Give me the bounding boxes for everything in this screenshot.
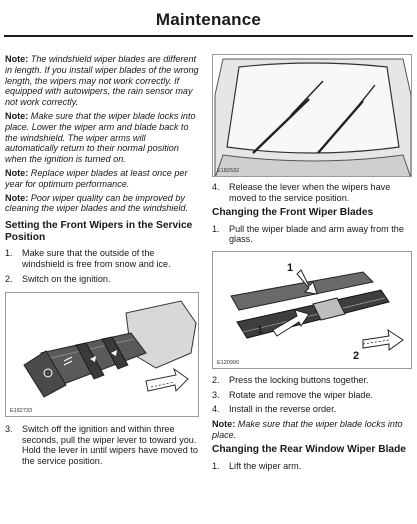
list-item xyxy=(212,404,412,415)
callout-label-2: 2 xyxy=(353,349,360,362)
callout-label-1-bottom: 1 xyxy=(257,323,264,336)
note-label: Note: xyxy=(5,192,29,203)
note-wiper-length xyxy=(5,54,199,108)
rear-blade-steps xyxy=(212,461,412,472)
blade-removal-illustration xyxy=(213,252,412,369)
step-number: 4. xyxy=(212,182,220,192)
left-column xyxy=(5,54,199,471)
list-item xyxy=(212,390,412,401)
list-item xyxy=(212,461,412,472)
step-text: Release the lever when the wipers have moved to the service position. xyxy=(229,182,391,203)
right-column xyxy=(212,54,412,476)
section-title-rear-wiper-blade: Changing the Rear Window Wiper Blade xyxy=(212,444,406,456)
figure-code: E182532 xyxy=(217,168,240,174)
list-item xyxy=(212,375,412,386)
figure-windshield-wipers xyxy=(212,54,412,177)
step-text: Pull the wiper blade and arm away from the glass. xyxy=(229,223,404,245)
step-number: 3. xyxy=(212,389,220,400)
release-lever-step xyxy=(212,182,412,203)
list-item xyxy=(212,224,412,245)
step-number: 1. xyxy=(212,460,220,471)
page-title: Maintenance xyxy=(155,10,262,29)
service-position-steps xyxy=(5,248,199,284)
figure-code: E182733 xyxy=(10,408,33,415)
step-text: Lift the wiper arm. xyxy=(229,460,302,471)
list-item xyxy=(5,274,199,285)
note-blade-locks xyxy=(212,419,412,441)
step-number: 2. xyxy=(5,273,13,284)
step-text: Press the locking buttons together. xyxy=(229,374,369,385)
note-label: Note: xyxy=(212,418,236,429)
note-text: Make sure that the wiper blade locks into place. xyxy=(212,418,403,440)
step-number: 2. xyxy=(212,374,220,385)
step-number: 1. xyxy=(212,223,220,234)
note-text: Poor wiper quality can be improved by cleaning the wiper blades and the windshield. xyxy=(5,192,189,214)
step-text: Make sure that the outside of the windshield is free from snow and ice. xyxy=(22,248,171,269)
step-number: 4. xyxy=(212,404,220,415)
list-item xyxy=(212,182,412,203)
step-text: Switch on the ignition. xyxy=(22,273,111,284)
step-text: Rotate and remove the wiper blade. xyxy=(229,389,374,400)
step-text: Install in the reverse order. xyxy=(229,404,337,415)
note-label: Note: xyxy=(5,54,29,64)
note-text: Make sure that the wiper blade locks into place. Lower the wiper arm and blade back to the windshield. The wiper arms will automatically return to their normal position when the ignition is turned on. xyxy=(5,110,196,165)
list-item xyxy=(5,424,199,466)
figure-code: E120990 xyxy=(217,359,240,366)
note-text: Replace wiper blades at least once per year for optimum performance. xyxy=(5,167,188,189)
step-text: Switch off the ignition and within three seconds, pull the wiper lever to toward you. Hold the lever in until wipers have moved to the service position. xyxy=(22,424,198,466)
header-divider xyxy=(4,35,413,37)
note-label: Note: xyxy=(5,110,29,121)
list-item xyxy=(5,248,199,269)
callout-label-1-top: 1 xyxy=(287,261,294,274)
note-poor-quality xyxy=(5,193,199,215)
wiper-lever-illustration xyxy=(6,293,199,417)
page-header xyxy=(0,6,417,36)
service-position-steps-continued xyxy=(5,424,199,466)
step-number: 3. xyxy=(5,424,13,435)
note-label: Note: xyxy=(5,167,29,178)
figure-wiper-blade-removal xyxy=(212,251,412,369)
section-title-service-position: Setting the Front Wipers in the Service Position xyxy=(5,220,193,243)
step-number: 1. xyxy=(5,248,13,259)
windshield-illustration xyxy=(213,55,412,177)
section-title-front-wiper-blades: Changing the Front Wiper Blades xyxy=(212,207,374,219)
front-blade-steps-continued xyxy=(212,375,412,415)
note-replace-yearly xyxy=(5,168,199,190)
note-wiper-lock xyxy=(5,111,199,165)
note-text: The windshield wiper blades are different in length. If you install wiper blades of the wrong length, the wipers may not work correctly. If equipped with autowipers, the rain sensor may not work correctly. xyxy=(5,54,199,108)
figure-wiper-lever xyxy=(5,292,199,417)
front-blade-steps xyxy=(212,224,412,245)
